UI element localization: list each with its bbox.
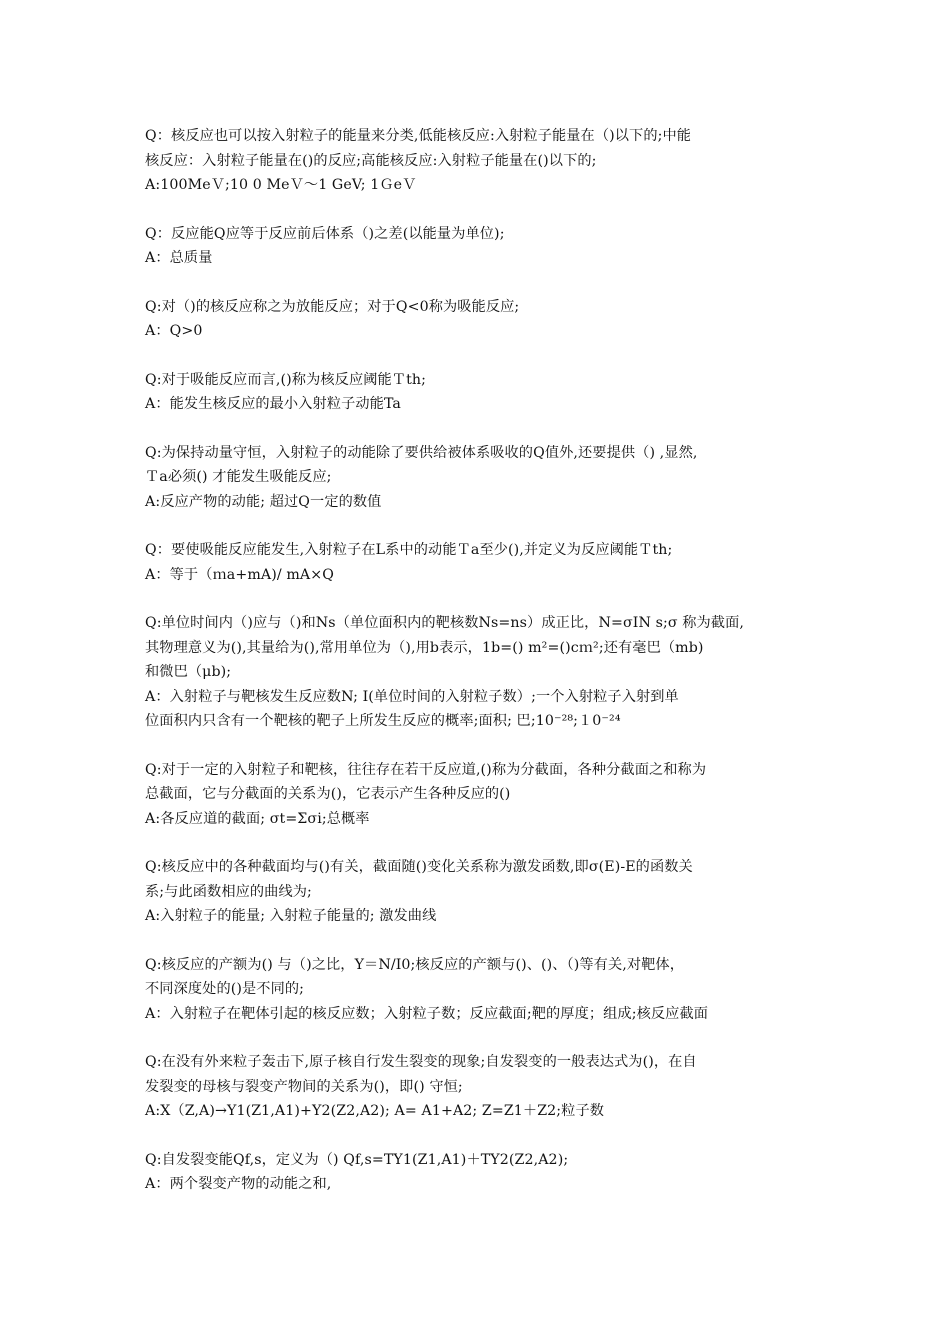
- qa-item: [145, 1148, 811, 1197]
- question-line: Q:对于一定的入射粒子和靶核，往往存在若干反应道,()称为分截面，各种分截面之和称为: [145, 761, 707, 778]
- question-line: Q:核反应的产额为() 与（)之比，Y＝N/I0;核反应的产额与()、()、（)等有关,对靶体，: [145, 956, 685, 973]
- qa-item: [145, 222, 811, 271]
- question-line: Q：反应能Q应等于反应前后体系（)之差(以能量为单位);: [145, 225, 505, 242]
- qa-item: [145, 295, 811, 344]
- answer-line: A：总质量: [145, 250, 213, 266]
- answer-line: A:反应产物的动能; 超过Q一定的数值: [145, 493, 382, 510]
- answer-line: A:入射粒子的能量; 入射粒子能量的; 激发曲线: [145, 908, 437, 924]
- question-line: Q:为保持动量守恒，入射粒子的动能除了要供给被体系吸收的Q值外,还要提供（) ,显然,: [145, 444, 698, 461]
- qa-item: [145, 1050, 811, 1124]
- question-line: 和微巴（μb);: [145, 664, 232, 680]
- question-line: 发裂变的母核与裂变产物间的关系为()，即() 守恒;: [145, 1078, 463, 1095]
- question-line: 其物理意义为(),其量给为(),常用单位为（),用b表示，1b=() m²=()cｍ²;还有毫巴（mb): [145, 639, 704, 656]
- answer-line: 位面积内只含有一个靶核的靶子上所发生反应的概率;面积; 巴;10⁻²⁸;１0⁻²⁴: [145, 713, 621, 729]
- answer-line: A：Q>0: [145, 323, 203, 339]
- answer-line: A：等于（ｍa+mA)/ mA×Q: [145, 566, 334, 583]
- qa-item: [145, 855, 811, 929]
- question-line: 核反应：入射粒子能量在()的反应;高能核反应:入射粒子能量在()以下的;: [145, 152, 597, 169]
- qa-item: [145, 368, 811, 417]
- qa-item: [145, 611, 811, 734]
- answer-line: A:各反应道的截面; σt=Σσi;总概率: [145, 810, 370, 827]
- qa-content: [145, 124, 811, 1221]
- qa-item: [145, 953, 811, 1027]
- question-line: 总截面，它与分截面的关系为()，它表示产生各种反应的(): [145, 786, 511, 802]
- question-line: Q：要使吸能反应能发生,入射粒子在L系中的动能Ｔa至少(),并定义为反应阈能Ｔth;: [145, 542, 673, 558]
- answer-line: A：入射粒子与靶核发生反应数N; I(单位时间的入射粒子数）;一个入射粒子入射到单: [145, 688, 679, 705]
- question-line: Q:对（)的核反应称之为放能反应；对于Q<0称为吸能反应;: [145, 298, 520, 315]
- question-line: Q:单位时间内（)应与（)和Ns（单位面积内的靶核数Ns=ns）成正比，N=σIN s;σ 称为截面,: [145, 615, 744, 631]
- question-line: Q:对于吸能反应而言,()称为核反应阈能Ｔth;: [145, 371, 427, 388]
- question-line: 系;与此函数相应的曲线为;: [145, 883, 312, 900]
- question-line: Q:核反应中的各种截面均与()有关，截面随()变化关系称为激发函数,即σ(E)-E的函数关: [145, 859, 693, 875]
- answer-line: A:100MeＶ;10 0 MeＶ～1 GeV; 1ＧeＶ: [145, 177, 417, 193]
- qa-item: [145, 538, 811, 587]
- qa-item: [145, 441, 811, 515]
- question-line: Ｔa必须() 才能发生吸能反应;: [145, 469, 332, 485]
- qa-item: [145, 124, 811, 198]
- qa-item: [145, 758, 811, 832]
- question-line: Q：核反应也可以按入射粒子的能量来分类,低能核反应:入射粒子能量在（)以下的;中能: [145, 128, 692, 144]
- answer-line: A:X（Z,A)→Y1(Z1,A1)+Y2(Z2,A2); A= A1+A2; Z=Z1＋Z2;粒子数: [145, 1103, 605, 1119]
- answer-line: A：入射粒子在靶体引起的核反应数；入射粒子数；反应截面;靶的厚度；组成;核反应截面: [145, 1005, 709, 1022]
- answer-line: A：两个裂变产物的动能之和,: [145, 1176, 332, 1192]
- question-line: Q:自发裂变能Qf,s，定义为（) Qf,s=TY1(Z1,A1)＋TY2(Z2,A2);: [145, 1151, 569, 1168]
- answer-line: A：能发生核反应的最小入射粒子动能Ta: [145, 396, 401, 412]
- question-line: 不同深度处的()是不同的;: [145, 981, 305, 997]
- question-line: Q:在没有外来粒子轰击下,原子核自行发生裂变的现象;自发裂变的一般表达式为()，在自: [145, 1054, 697, 1070]
